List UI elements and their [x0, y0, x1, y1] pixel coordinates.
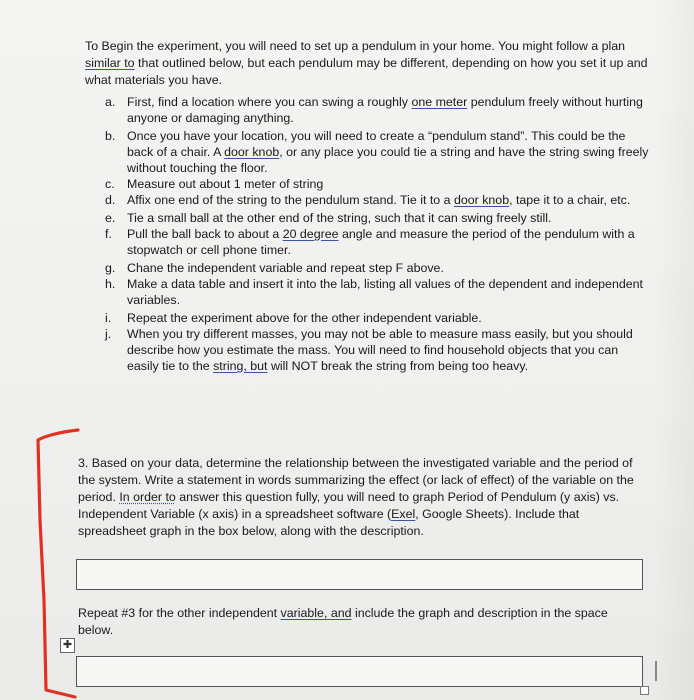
list-item: j. When you try different masses, you may not be able to measure mass easily, but you should describe how you estimate the mass. You will need to find household objects that you can easily tie to the string, but will NOT break the string from being too heavy. — [105, 327, 633, 373]
list-item: h. Make a data table and insert it into the lab, listing all values of the dependent and independent variables. — [105, 277, 643, 307]
list-item: f. Pull the ball back to about a 20 degree angle and measure the period of the pendulum with a stopwatch or cell phone timer. — [105, 227, 635, 257]
list-item: i. Repeat the experiment above for the other independent variable. — [105, 311, 482, 325]
page-shadow — [654, 0, 694, 700]
list-item: a. First, find a location where you can swing a roughly one meter pendulum freely without hurting anyone or damaging anything. — [105, 95, 643, 125]
list-item: c. Measure out about 1 meter of string — [105, 177, 324, 191]
graph-answer-box[interactable] — [76, 559, 643, 590]
list-item: g. Chane the independent variable and repeat step F above. — [105, 261, 444, 275]
procedure-list — [105, 94, 653, 374]
spell-flag: similar to — [85, 56, 135, 70]
table-move-icon[interactable]: ✚ — [60, 638, 75, 653]
intro-paragraph: To Begin the experiment, you will need to set up a pendulum in your home. You might follow a plan similar to that outlined below, but each pendulum may be different, depending on how you set it up and what materials you have. — [85, 39, 648, 87]
repeat-instruction: Repeat #3 for the other independent variable, and include the graph and description in the space below. — [78, 606, 608, 637]
resize-handle-icon[interactable] — [640, 686, 649, 695]
list-item: b. Once you have your location, you will need to create a “pendulum stand”. This could be the back of a chair. A door knob, or any place you could tie a string and have the string swing freely without touching the floor. — [105, 129, 649, 175]
list-item: d. Affix one end of the string to the pendulum stand. Tie it to a door knob, tape it to a chair, etc. — [105, 193, 631, 207]
text-cursor — [655, 661, 657, 681]
second-answer-box[interactable] — [76, 656, 643, 687]
list-item: e. Tie a small ball at the other end of the string, such that it can swing freely still. — [105, 211, 552, 225]
red-bracket-mark — [38, 430, 78, 697]
question-3: 3. Based on your data, determine the relationship between the investigated variable and the period of the system. Write a statement in words summarizing the effect (or lack of effect) of the variable on the period. In order to answer this question fully, you will need to graph Period of Pendulum (y axis) vs. Independent Variable (x axis) in a spreadsheet software (Exel, Google Sheets). Include that spreadsheet graph in the box below, along with the description. — [78, 456, 634, 538]
